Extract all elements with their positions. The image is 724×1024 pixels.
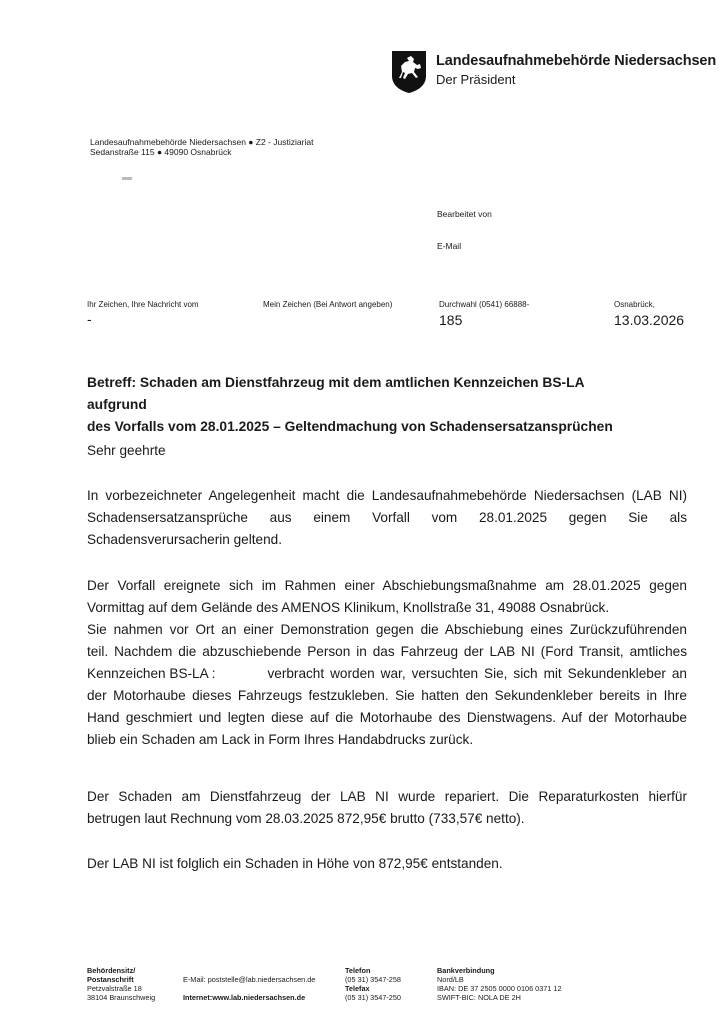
scan-smudge bbox=[122, 177, 132, 180]
paragraph-2: Der Vorfall ereignete sich im Rahmen einer Abschiebungsmaßnahme am 28.01.2025 gegen Vormittag auf dem Gelände des AMENOS Klinikum, Knollstraße 31, 49088 Osnabrück. Sie nahmen vor Ort an einer Demonstration gegen die Abschiebung eines Zurückzuführenden teil. Nachdem die abzuschiebende Person in das Fahrzeug der LAB NI (Ford Transit, amtliches Kennzeichen BS-LA : verbracht worden war, versuchten Sie, sich mit Sekundenkleber an der Motorhaube dieses Fahrzeugs festzukleben. Sie hatten den Sekundenkleber bereits in Ihre Hand geschmiert und legten diese auf die Motorhaube des Dienstwagens. Auf der Motorhaube blieb ein Schaden am Lack in Form Ihres Handabdrucks zurück. bbox=[87, 578, 687, 747]
edited-by-label: Bearbeitet von bbox=[437, 209, 492, 219]
org-name: Landesaufnahmebehörde Niedersachsen bbox=[436, 53, 717, 69]
paragraph-1: In vorbezeichneter Angelegenheit macht die Landesaufnahmebehörde Niedersachsen (LAB NI) Schadensersatzansprüche aus einem Vorfall vom 28.01.2025 gegen Sie als Schadensverursacherin geltend. bbox=[87, 488, 687, 547]
phone-extension: 185 bbox=[439, 312, 463, 328]
footer-address: Behördensitz/ Postanschrift Petzvalstraße 18 38104 Braunschweig bbox=[87, 966, 156, 1002]
letter-date: 13.03.2026 bbox=[614, 312, 685, 328]
sender-line-2: Sedanstraße 115 ● 49090 Osnabrück bbox=[90, 147, 232, 157]
phone-label: Durchwahl (0541) 66888- bbox=[439, 300, 530, 309]
footer-contact bbox=[183, 975, 315, 1002]
org-subtitle: Der Präsident bbox=[436, 72, 516, 87]
your-ref-label: Ihr Zeichen, Ihre Nachricht vom bbox=[87, 300, 199, 309]
paragraph-4: Der LAB NI ist folglich ein Schaden in Höhe von 872,95€ entstanden. bbox=[87, 856, 503, 871]
footer-phone: Telefon (05 31) 3547-258 Telefax (05 31) 3547-250 bbox=[345, 966, 401, 1002]
email-label: E-Mail bbox=[437, 241, 462, 251]
sender-line-1: Landesaufnahmebehörde Niedersachsen ● Z2 - Justiziariat bbox=[90, 137, 314, 147]
my-ref-label: Mein Zeichen (Bei Antwort angeben) bbox=[263, 300, 393, 309]
footer-bank: Bankverbindung Nord/LB IBAN: DE 37 2505 0000 0106 0371 12 SWIFT-BIC: NOLA DE 2H bbox=[437, 966, 562, 1002]
subject-line: Betreff: Schaden am Dienstfahrzeug mit dem amtlichen Kennzeichen BS-LAaufgrund des Vorfalls vom 28.01.2025 – Geltendmachung von Schadensersatzansprüchen bbox=[87, 375, 613, 434]
salutation: Sehr geehrte bbox=[87, 443, 166, 458]
place-label: Osnabrück, bbox=[614, 300, 655, 309]
footer-website-link[interactable]: Internet:www.lab.niedersachsen.de bbox=[183, 993, 306, 1002]
sender-address bbox=[90, 137, 313, 157]
your-ref-value: - bbox=[87, 311, 92, 327]
paragraph-3: Der Schaden am Dienstfahrzeug der LAB NI wurde repariert. Die Reparaturkosten hierfür betrugen laut Rechnung vom 28.03.2025 872,95€ brutto (733,57€ netto). bbox=[87, 789, 687, 826]
crest-logo-icon bbox=[391, 50, 427, 94]
footer-email-link[interactable]: E-Mail: poststelle@lab.niedersachsen.de bbox=[183, 975, 316, 984]
